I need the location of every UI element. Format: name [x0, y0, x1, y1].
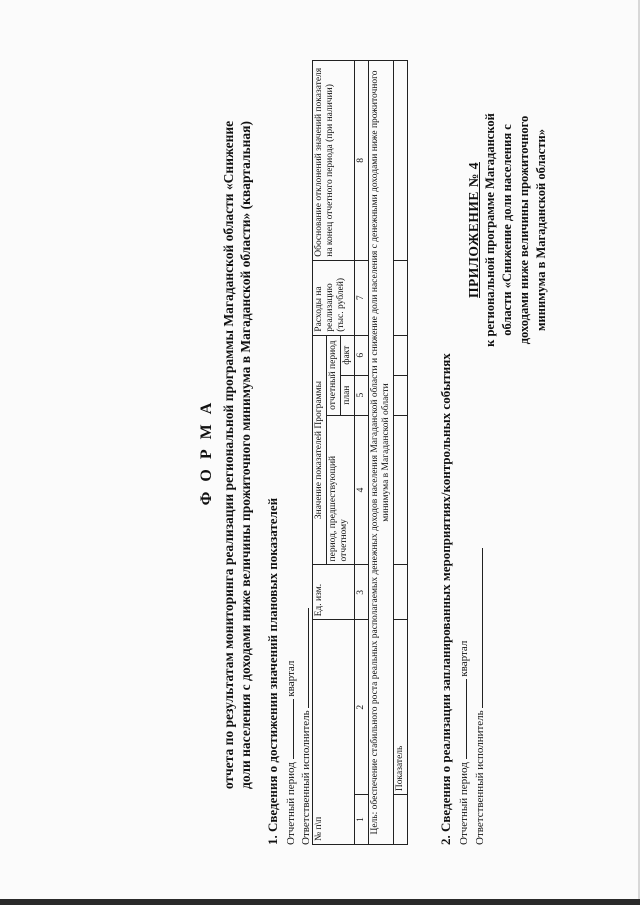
section1-executor-line	[298, 608, 312, 845]
goal-row	[369, 61, 394, 845]
col-num-1: 1	[355, 795, 369, 845]
goal-text: Цель: обеспечение стабильного роста реальных располагаемых денежных доходов населения Магаданской области и снижение доли населения с денежными доходами ниже прожиточного минимума в Магаданской области	[369, 61, 394, 845]
subtitle-line-1: отчета по результатам мониторинга реализации региональной программы Магаданской области «Снижение	[221, 120, 236, 790]
col-num-2: 2	[355, 620, 369, 795]
section1-period-line	[283, 661, 297, 845]
indicator-label: Показатель	[394, 620, 408, 795]
indicator-plan-cell[interactable]	[394, 375, 408, 415]
appendix-line-4: минимума в Магаданской области»	[534, 129, 548, 331]
header-costs: Расходы на реализацию (тыс. рублей)	[313, 260, 355, 335]
header-prev-period: период, предшествующий отчетному	[327, 415, 355, 565]
section2-heading: 2. Сведения о реализации запланированных мероприятиях/контрольных событиях	[438, 353, 453, 845]
indicator-unit-cell[interactable]	[394, 565, 408, 620]
indicator-row	[394, 61, 408, 845]
header-report-period: отчетный период	[327, 335, 341, 415]
column-number-row	[355, 61, 369, 845]
header-unit: Ед. изм.	[313, 565, 355, 620]
col-num-7: 7	[355, 260, 369, 335]
indicator-costs-cell[interactable]	[394, 260, 408, 335]
appendix-block	[465, 110, 550, 350]
col-num-3: 3	[355, 565, 369, 620]
period-blank[interactable]	[456, 679, 467, 759]
executor-blank[interactable]	[472, 548, 483, 708]
col-num-4: 4	[355, 415, 369, 565]
appendix-line-2: области «Снижение доли населения с	[500, 124, 514, 336]
col-num-5: 5	[355, 375, 369, 415]
section2-period-line	[456, 641, 470, 845]
appendix-line-1: к региональной программе Магаданской	[483, 113, 497, 347]
indicator-fact-cell[interactable]	[394, 335, 408, 375]
appendix-title: ПРИЛОЖЕНИЕ № 4	[466, 162, 481, 298]
indicator-num-cell[interactable]	[394, 795, 408, 845]
col-num-6: 6	[355, 335, 369, 375]
header-reason: Обоснование отклонений значений показателя на конец отчетного периода (при наличии)	[313, 61, 355, 261]
section1-heading: 1. Сведения о достижении значений плановых показателей	[265, 497, 280, 845]
header-plan: план	[341, 375, 355, 415]
period-suffix: квартал	[458, 640, 470, 677]
executor-label: Ответственный исполнитель	[474, 710, 486, 845]
form-subtitle	[220, 65, 254, 845]
subtitle-line-2: доли населения с доходами ниже величины прожиточного минимума в Магаданской области» (квартальная)	[238, 121, 253, 789]
period-blank[interactable]	[283, 699, 294, 759]
header-num: № п\п	[313, 620, 355, 845]
appendix-line-3: доходами ниже величины прожиточного	[517, 115, 531, 345]
indicator-reason-cell[interactable]	[394, 61, 408, 261]
header-fact: факт	[341, 335, 355, 375]
period-label: Отчетный период	[285, 762, 297, 845]
period-label: Отчетный период	[458, 762, 470, 845]
section2-executor-line	[472, 548, 486, 845]
form-title: Ф О Р М А	[198, 399, 215, 506]
col-num-8: 8	[355, 61, 369, 261]
indicator-prev-cell[interactable]	[394, 415, 408, 565]
header-values: Значение показателей Программы	[313, 335, 327, 565]
period-suffix: квартал	[285, 660, 297, 697]
executor-blank[interactable]	[298, 608, 309, 708]
executor-label: Ответственный исполнитель	[300, 710, 312, 845]
indicators-table	[312, 60, 408, 845]
